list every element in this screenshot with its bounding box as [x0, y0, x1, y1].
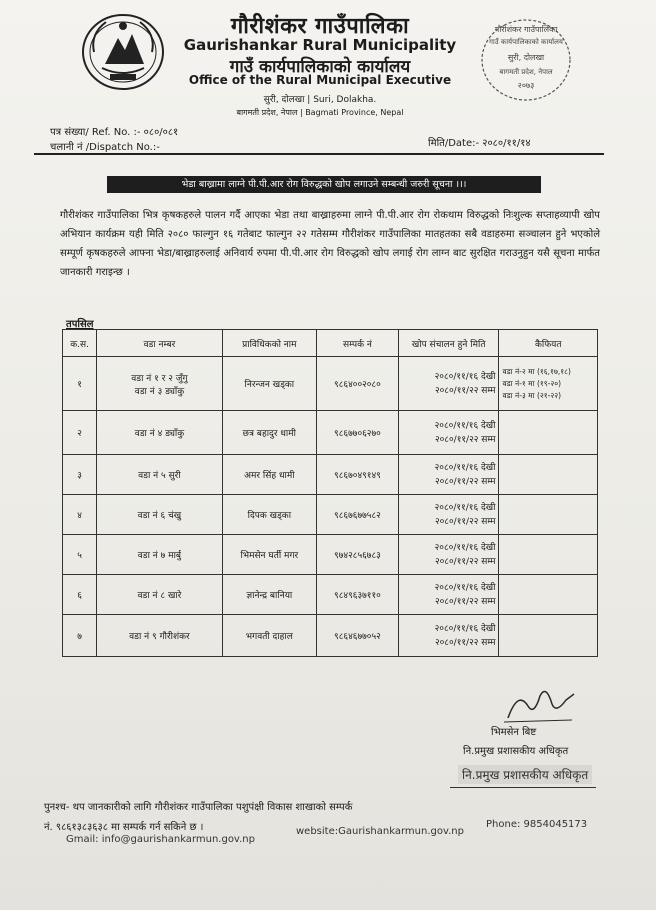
signer-name: भिमसेन बिष्ट	[491, 727, 537, 738]
cell-ward: वडा नं ५ सुरी	[97, 455, 222, 495]
stamp-line-3: सुरी, दोलखा	[507, 53, 545, 62]
cell-date	[398, 357, 499, 411]
cell-remarks	[499, 455, 598, 495]
cell-date-from: २०८०/११/१६ देखी	[434, 502, 496, 513]
cell-ward: वडा नं ६ चंखु	[97, 495, 222, 535]
footer-note-line-2: नं. ९८६१३८३६३८ मा सम्पर्क गर्न सकिने छ ।	[44, 822, 204, 833]
cell-remarks	[499, 495, 598, 535]
municipality-title-en: Gaurishankar Rural Municipality	[183, 36, 457, 54]
details-heading: तपसिल	[66, 319, 94, 330]
cell-remarks	[499, 615, 598, 657]
header-divider	[34, 153, 604, 155]
cell-technician: अमर सिंह धामी	[222, 455, 316, 495]
cell-remarks	[499, 575, 598, 615]
col-header-remarks: कैफियत	[499, 330, 598, 357]
cell-date-to: २०८०/११/२२ सम्म	[434, 637, 496, 648]
footer-phone: Phone: 9854045173	[486, 819, 588, 830]
cell-sn: ३	[63, 455, 97, 495]
signature-divider	[450, 787, 596, 788]
footer-note-line-1: पुनश्च- थप जानकारीको लागि गौरीशंकर गाउँपालिका पशुपंक्षी विकास शाखाको सम्पर्क	[44, 802, 353, 813]
handwritten-signature	[500, 682, 580, 726]
office-title-en: Office of the Rural Municipal Executive	[188, 73, 452, 87]
table-row	[63, 357, 598, 411]
cell-technician: दिपक खड्का	[222, 495, 316, 535]
address-line-2: बागमती प्रदेश, नेपाल | Bagmati Province, Nepal	[236, 108, 404, 117]
cell-date	[398, 495, 499, 535]
cell-contact: ९८४९६३७११०	[317, 575, 399, 615]
reference-number: पत्र संख्या/ Ref. No. :- ०८०/०८१	[50, 127, 179, 138]
notice-body: गौरीशंकर गाउँपालिका भित्र कृषकहरुले पालन गर्दै आएका भेडा तथा बाख्राहरुमा लाग्ने पी.पी.आर रोग रोकथाम विरुद्धको निःशुल्क सप्ताहव्यापी खोप अभियान कार्यक्रम यही मिति २०८० फाल्गुन १६ गतेबाट फाल्गुन २२ गतेसम्म गौरीशंकर गाउँपालिका मातहतका सबै वडाहरुमा सञ्चालन हुने भएकोले सम्पूर्ण कृषकहरुले आफ्ना भेडा/बाख्राहरुलाई अनिवार्य रुपमा पी.पी.आर रोग विरुद्धको खोप लगाई रोग लाग्न बाट सुरक्षित गराउनुहुन यसै सूचना मार्फत जानकारी गराइन्छ ।	[60, 210, 600, 278]
table-row	[63, 535, 598, 575]
designation-seal: नि.प्रमुख प्रशासकीय अधिकृत	[458, 765, 592, 784]
cell-remarks	[499, 411, 598, 455]
table-row	[63, 455, 598, 495]
cell-contact: ९८६७६७७५८२	[317, 495, 399, 535]
cell-ward: वडा नं ४ ड्याँकु	[97, 411, 222, 455]
table-row	[63, 495, 598, 535]
col-header-sn: क.स.	[63, 330, 97, 357]
cell-remarks	[499, 535, 598, 575]
cell-date	[398, 575, 499, 615]
cell-ward: वडा नं ९ गौरीशंकर	[97, 615, 222, 657]
cell-date-from: २०८०/११/१६ देखी	[434, 371, 496, 382]
stamp-line-1: गौरीशंकर गाउँपालिका	[494, 25, 558, 34]
cell-date-from: २०८०/११/१६ देखी	[434, 462, 496, 473]
cell-ward-line-1: वडा नं १ र २ जुँगु	[131, 373, 188, 384]
cell-sn: ६	[63, 575, 97, 615]
cell-ward	[97, 357, 222, 411]
footer-email: Gmail: info@gaurishankarmun.gov.np	[66, 834, 255, 845]
col-header-contact: सम्पर्क नं	[317, 330, 399, 357]
cell-date-from: २०८०/११/१६ देखी	[434, 623, 496, 634]
signer-title: नि.प्रमुख प्रशासकीय अधिकृत	[463, 746, 569, 757]
cell-technician: ज्ञानेन्द्र बानिया	[222, 575, 316, 615]
cell-date-to: २०८०/११/२२ सम्म	[434, 556, 496, 567]
nepal-emblem-logo	[80, 12, 166, 92]
cell-technician: निरन्जन खड्का	[222, 357, 316, 411]
cell-date-to: २०८०/११/२२ सम्म	[434, 476, 496, 487]
municipality-title-np: गौरीशंकर गाउँपालिका	[230, 14, 410, 39]
cell-remarks	[499, 357, 598, 411]
cell-date-to: २०८०/११/२२ सम्म	[434, 385, 496, 396]
cell-date	[398, 535, 499, 575]
cell-contact: ९८६७७०६२७०	[317, 411, 399, 455]
cell-technician: भगवती दाहाल	[222, 615, 316, 657]
cell-contact: ९८६७०४९१४९	[317, 455, 399, 495]
footer-website: website:Gaurishankarmun.gov.np	[296, 826, 464, 837]
cell-date-from: २०८०/११/१६ देखी	[434, 542, 496, 553]
cell-contact: ९८६४००२०८०	[317, 357, 399, 411]
cell-date-from: २०८०/११/१६ देखी	[434, 420, 496, 431]
col-header-technician: प्राविधिकको नाम	[222, 330, 316, 357]
cell-contact: ९८६४६७७०५२	[317, 615, 399, 657]
cell-ward: वडा नं ७ मार्बु	[97, 535, 222, 575]
cell-ward: वडा नं ८ खारे	[97, 575, 222, 615]
stamp-line-2: गाउँ कार्यपालिकाको कार्यालय	[489, 38, 563, 46]
remark-line-3: वडा नं-३ मा (२१-२२)	[502, 390, 562, 400]
remark-line-1: वडा नं-२ मा (१६,१७,१८)	[502, 366, 571, 376]
cell-ward-line-2: वडा नं ३ ड्याँकु	[134, 386, 185, 397]
cell-date	[398, 615, 499, 657]
cell-technician: भिमसेन घर्ती मगर	[222, 535, 316, 575]
cell-date-to: २०८०/११/२२ सम्म	[434, 434, 496, 445]
table-row	[63, 615, 598, 657]
address-line-1: सुरी, दोलखा | Suri, Dolakha.	[263, 95, 377, 105]
table-header-row	[63, 330, 598, 357]
remark-line-2: वडा नं-१ मा (१९-२०)	[502, 378, 562, 388]
table-row	[63, 411, 598, 455]
cell-technician: छत्र बहादुर धामी	[222, 411, 316, 455]
subject-banner: भेडा बाख्रामा लाग्ने पी.पी.आर रोग विरुद्धको खोप लगाउने सम्बन्धी जरुरी सूचना ।।।	[107, 176, 541, 193]
cell-contact: ९७४२८५६७८३	[317, 535, 399, 575]
cell-sn: २	[63, 411, 97, 455]
office-title-np: गाउँ कार्यपालिकाको कार्यालय	[229, 57, 411, 77]
dispatch-number: चलानी नं /Dispatch No.:-	[50, 142, 160, 153]
office-stamp	[478, 16, 574, 104]
col-header-date: खोप संचालन हुने मिति	[398, 330, 499, 357]
cell-date	[398, 455, 499, 495]
cell-sn: १	[63, 357, 97, 411]
stamp-line-4: बागमती प्रदेश, नेपाल	[499, 68, 553, 76]
col-header-ward: वडा नम्बर	[97, 330, 222, 357]
cell-date	[398, 411, 499, 455]
vaccination-schedule-table	[62, 329, 598, 657]
cell-date-to: २०८०/११/२२ सम्म	[434, 596, 496, 607]
cell-sn: ७	[63, 615, 97, 657]
cell-sn: ५	[63, 535, 97, 575]
stamp-line-5: २०७३	[517, 81, 535, 90]
cell-date-to: २०८०/११/२२ सम्म	[434, 516, 496, 527]
cell-sn: ४	[63, 495, 97, 535]
letter-date: मिति/Date:- २०८०/११/१४	[428, 138, 531, 149]
cell-date-from: २०८०/११/१६ देखी	[434, 582, 496, 593]
table-row	[63, 575, 598, 615]
